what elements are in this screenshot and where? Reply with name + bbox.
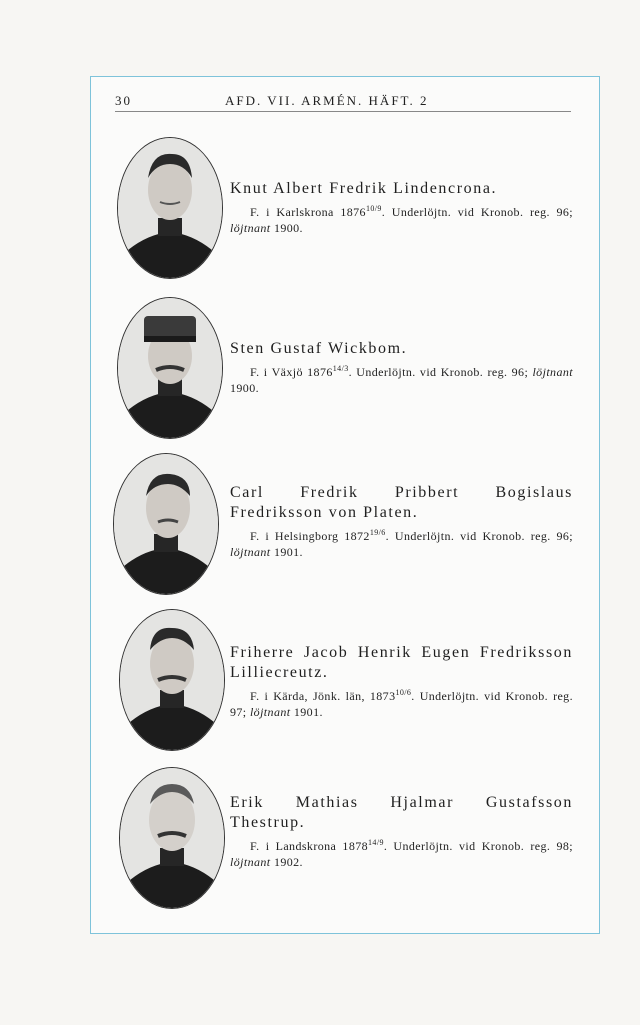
entry-name: Carl Fredrik Pribbert Bogislaus Fredriksson von Platen. (230, 484, 573, 521)
entry-details: F. i Karlskrona $1876^{10/9}$. Underlöjtn. vid Kronob. reg. 96; löjtnant 1900. (230, 204, 573, 235)
portrait-figure (120, 768, 224, 908)
portrait-photo (119, 609, 225, 751)
running-head (115, 93, 571, 112)
page-frame (90, 76, 600, 934)
entry-details: F. i Helsingborg $1872^{19/6}$. Underlöjtn. vid Kronob. reg. 96; löjtnant 1901. (230, 528, 573, 559)
entry-name: Friherre Jacob Henrik Eugen Fredriksson Lilliecreutz. (230, 644, 573, 681)
entry-lindencrona (91, 135, 599, 285)
entry-name: Erik Mathias Hjalmar Gustafsson Thestrup. (230, 794, 573, 831)
entry-von-platen (91, 453, 599, 603)
entry-name: Knut Albert Fredrik Lindencrona. (230, 180, 498, 197)
entry-details: F. i Landskrona $1878^{14/9}$. Underlöjtn. vid Kronob. reg. 98; löjtnant 1902. (230, 838, 573, 869)
entry-details: F. i Kärda, Jönk. län, $1873^{10/6}$. Underlöjtn. vid Kronob. reg. 97; löjtnant 1901. (230, 688, 573, 719)
portrait-figure (118, 298, 222, 438)
portrait-photo (117, 297, 223, 439)
entry-lilliecreutz (91, 609, 599, 759)
portrait-figure (118, 138, 222, 278)
running-head-title: AFD. VII. ARMÉN. HÄFT. 2 (225, 93, 429, 108)
portrait-figure (114, 454, 218, 594)
entry-name: Sten Gustaf Wickbom. (230, 340, 408, 357)
page-number: 30 (115, 93, 132, 108)
portrait-photo (113, 453, 219, 595)
entry-thestrup (91, 767, 599, 917)
entry-details: F. i Växjö $1876^{14/3}$. Underlöjtn. vid Kronob. reg. 96; löjtnant 1900. (230, 364, 573, 395)
entry-wickbom (91, 295, 599, 445)
portrait-figure (120, 610, 224, 750)
portrait-photo (119, 767, 225, 909)
portrait-photo (117, 137, 223, 279)
